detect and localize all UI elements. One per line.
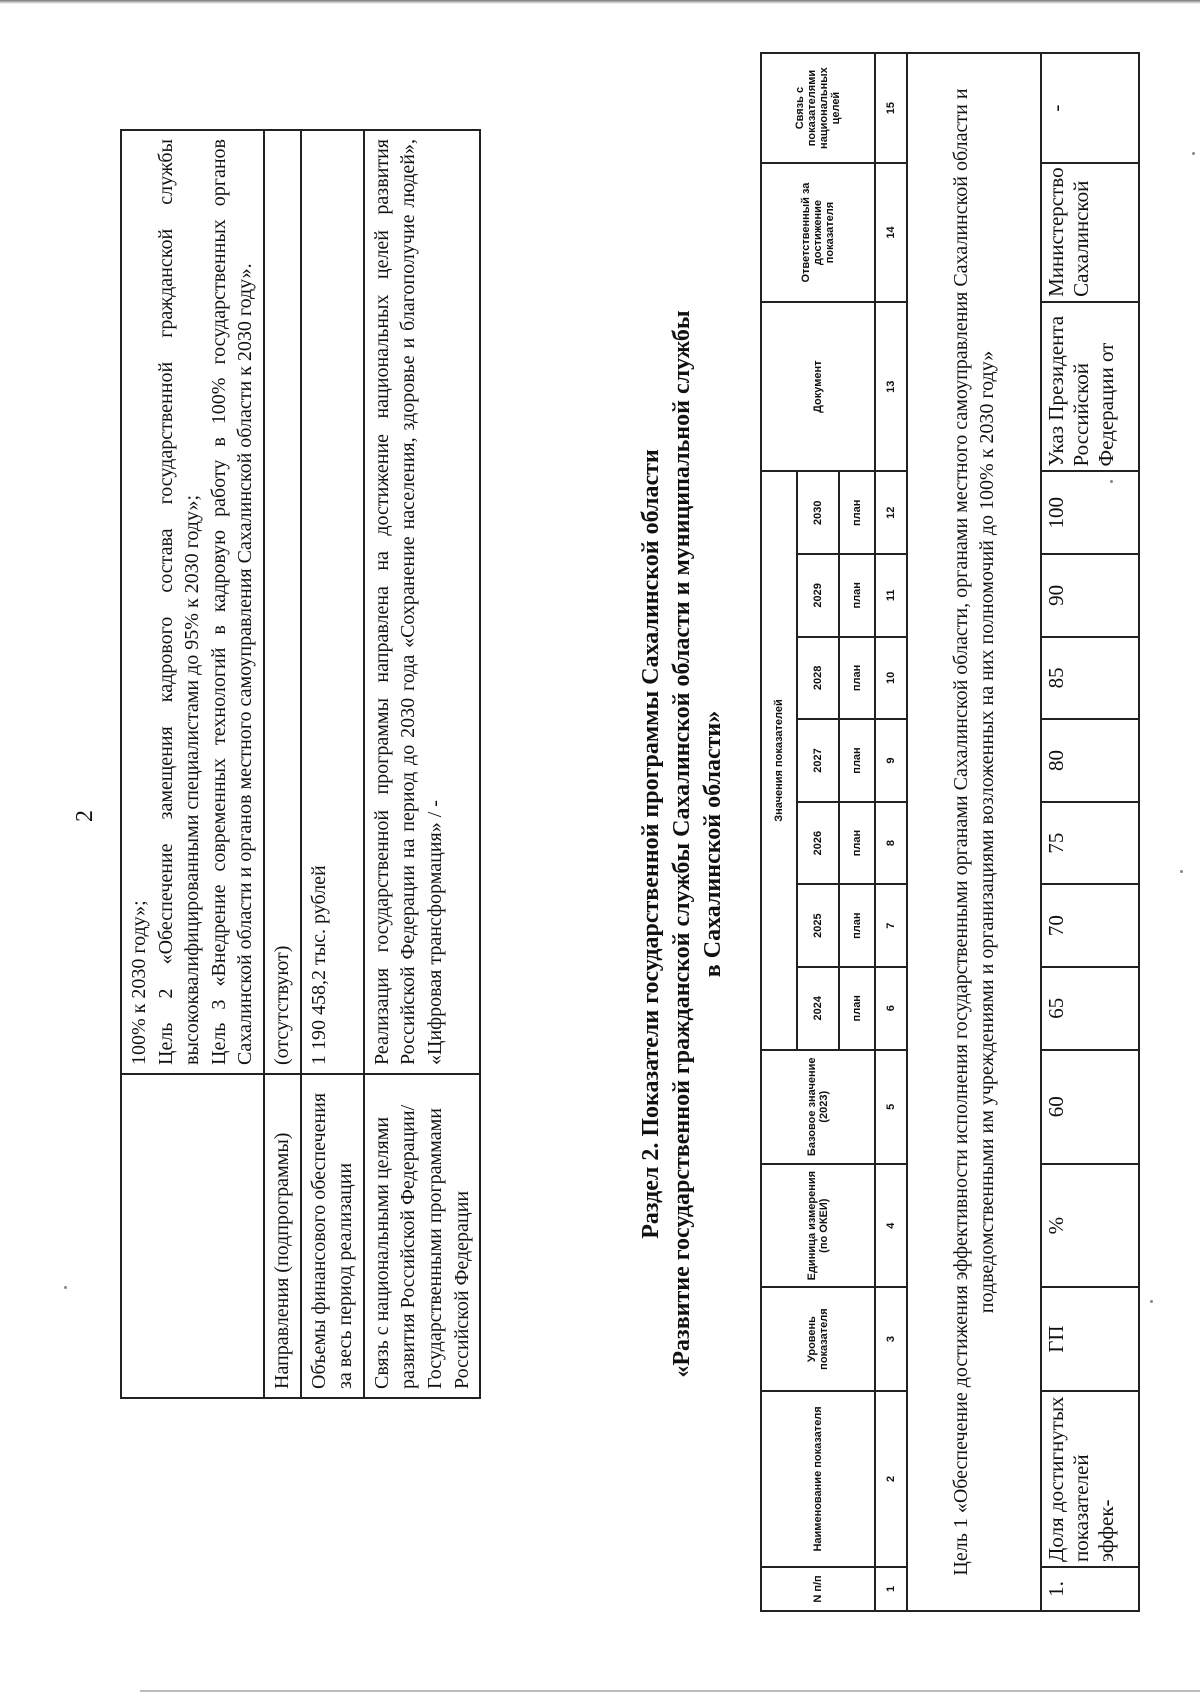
passport-label-cell: Направления (подпрограммы) (264, 1074, 301, 1398)
column-number-row (875, 53, 907, 1611)
table-row (1041, 53, 1139, 1611)
cell-responsible: Министерство Сахалинской (1041, 163, 1139, 302)
column-number: 3 (875, 1287, 907, 1390)
passport-goals-cell (121, 130, 264, 1074)
passport-value-cell: 1 190 458,2 тыс. рублей (301, 130, 364, 1074)
cell-link: - (1041, 53, 1139, 163)
column-number: 12 (875, 471, 907, 554)
passport-label-cell: Связь с национальными целями развития Российской Федерации/ Государственными программами Российской Федерации (364, 1074, 480, 1398)
goal-row (907, 53, 1041, 1611)
col-header-num: N п/п (761, 1567, 875, 1611)
col-header-unit: Единица измерения (по ОКЕИ) (761, 1164, 875, 1287)
cell-num: 1. (1041, 1567, 1139, 1611)
year-header: 2025 (797, 884, 839, 967)
col-header-level: Уровень показателя (761, 1287, 875, 1390)
column-number: 7 (875, 884, 907, 967)
section-heading-line: «Развитие государственной гражданской службы Сахалинской области и муниципальной службы (669, 310, 696, 1378)
plan-header: план (839, 719, 875, 802)
goal-line: Цель 2 «Обеспечение замещения кадрового состава государственной гражданской службы высококвалифицированными специалистами до 95% к 2030 году»; (154, 139, 204, 1065)
cell-value: 85 (1041, 637, 1139, 720)
col-header-responsible: Ответственный за достижение показателя (761, 163, 875, 302)
cell-name: Доля достигнутых показателей эффек- (1041, 1391, 1139, 1567)
column-number: 4 (875, 1164, 907, 1287)
cell-value: 65 (1041, 967, 1139, 1050)
cell-value: 75 (1041, 802, 1139, 885)
passport-label-cell: Объемы финансового обеспечения за весь период реализации (301, 1074, 364, 1398)
header-row (761, 53, 797, 1611)
passport-value-cell: (отсутствуют) (264, 130, 301, 1074)
column-number: 10 (875, 637, 907, 720)
year-header: 2029 (797, 554, 839, 637)
plan-header: план (839, 802, 875, 885)
plan-header: план (839, 637, 875, 720)
section-heading (636, 204, 730, 1484)
table-row (364, 130, 480, 1398)
cell-value: 80 (1041, 719, 1139, 802)
col-header-document: Документ (761, 302, 875, 472)
column-number: 15 (875, 53, 907, 163)
column-number: 5 (875, 1050, 907, 1165)
column-number: 9 (875, 719, 907, 802)
section-heading-line: в Сахалинской области» (700, 710, 727, 978)
year-header: 2030 (797, 471, 839, 554)
col-header-values-group: Значения показателей (761, 471, 797, 1049)
passport-value-cell: Реализация государственной программы направлена на достижение национальных целей развития Российской Федерации на период до 2030 года «Сохранение населения, здоровье и благополучие людей», «Цифровая трансформация» / - (364, 130, 480, 1074)
goal-line: Цель 3 «Внедрение современных технологий в кадровую работу в 100% государственных органов Сахалинской области и органов местного самоуправления Сахалинской области к 2030 году». (207, 139, 257, 1065)
year-header: 2027 (797, 719, 839, 802)
page-number: 2 (72, 810, 98, 822)
cell-value: 70 (1041, 884, 1139, 967)
indicators-table (760, 52, 1140, 1612)
plan-header: план (839, 884, 875, 967)
section-heading-line: Раздел 2. Показатели государственной программы Сахалинской области (638, 449, 664, 1239)
year-header: 2028 (797, 637, 839, 720)
plan-header: план (839, 471, 875, 554)
column-number: 14 (875, 163, 907, 302)
passport-label-cell (121, 1074, 264, 1398)
plan-header: план (839, 554, 875, 637)
col-header-link: Связь с показателями национальных целей (761, 53, 875, 163)
table-row (264, 130, 301, 1398)
column-number: 8 (875, 802, 907, 885)
column-number: 1 (875, 1567, 907, 1611)
col-header-base: Базовое значение (2023) (761, 1050, 875, 1165)
column-number: 2 (875, 1391, 907, 1567)
table-row (301, 130, 364, 1398)
cell-value: 100 (1041, 471, 1139, 554)
column-number: 13 (875, 302, 907, 472)
cell-unit: % (1041, 1164, 1139, 1287)
table-row (121, 130, 264, 1398)
col-header-name: Наименование показателя (761, 1391, 875, 1567)
column-number: 11 (875, 554, 907, 637)
passport-table (120, 129, 481, 1399)
year-header: 2026 (797, 802, 839, 885)
year-header: 2024 (797, 967, 839, 1050)
plan-header: план (839, 967, 875, 1050)
cell-level: ГП (1041, 1287, 1139, 1390)
cell-document: Указ Президента Российской Федерации от (1041, 302, 1139, 472)
cell-value: 90 (1041, 554, 1139, 637)
goal-line: 100% к 2030 году»; (128, 900, 150, 1065)
goal-cell: Цель 1 «Обеспечение достижения эффективности исполнения государственными органами Сахалинской области, органами местного самоуправления Сахалинской области и подведомственными им учреждениями и организациями возложенных на них полномочий до 100% к 2030 году» (907, 53, 1041, 1611)
column-number: 6 (875, 967, 907, 1050)
cell-base: 60 (1041, 1050, 1139, 1165)
